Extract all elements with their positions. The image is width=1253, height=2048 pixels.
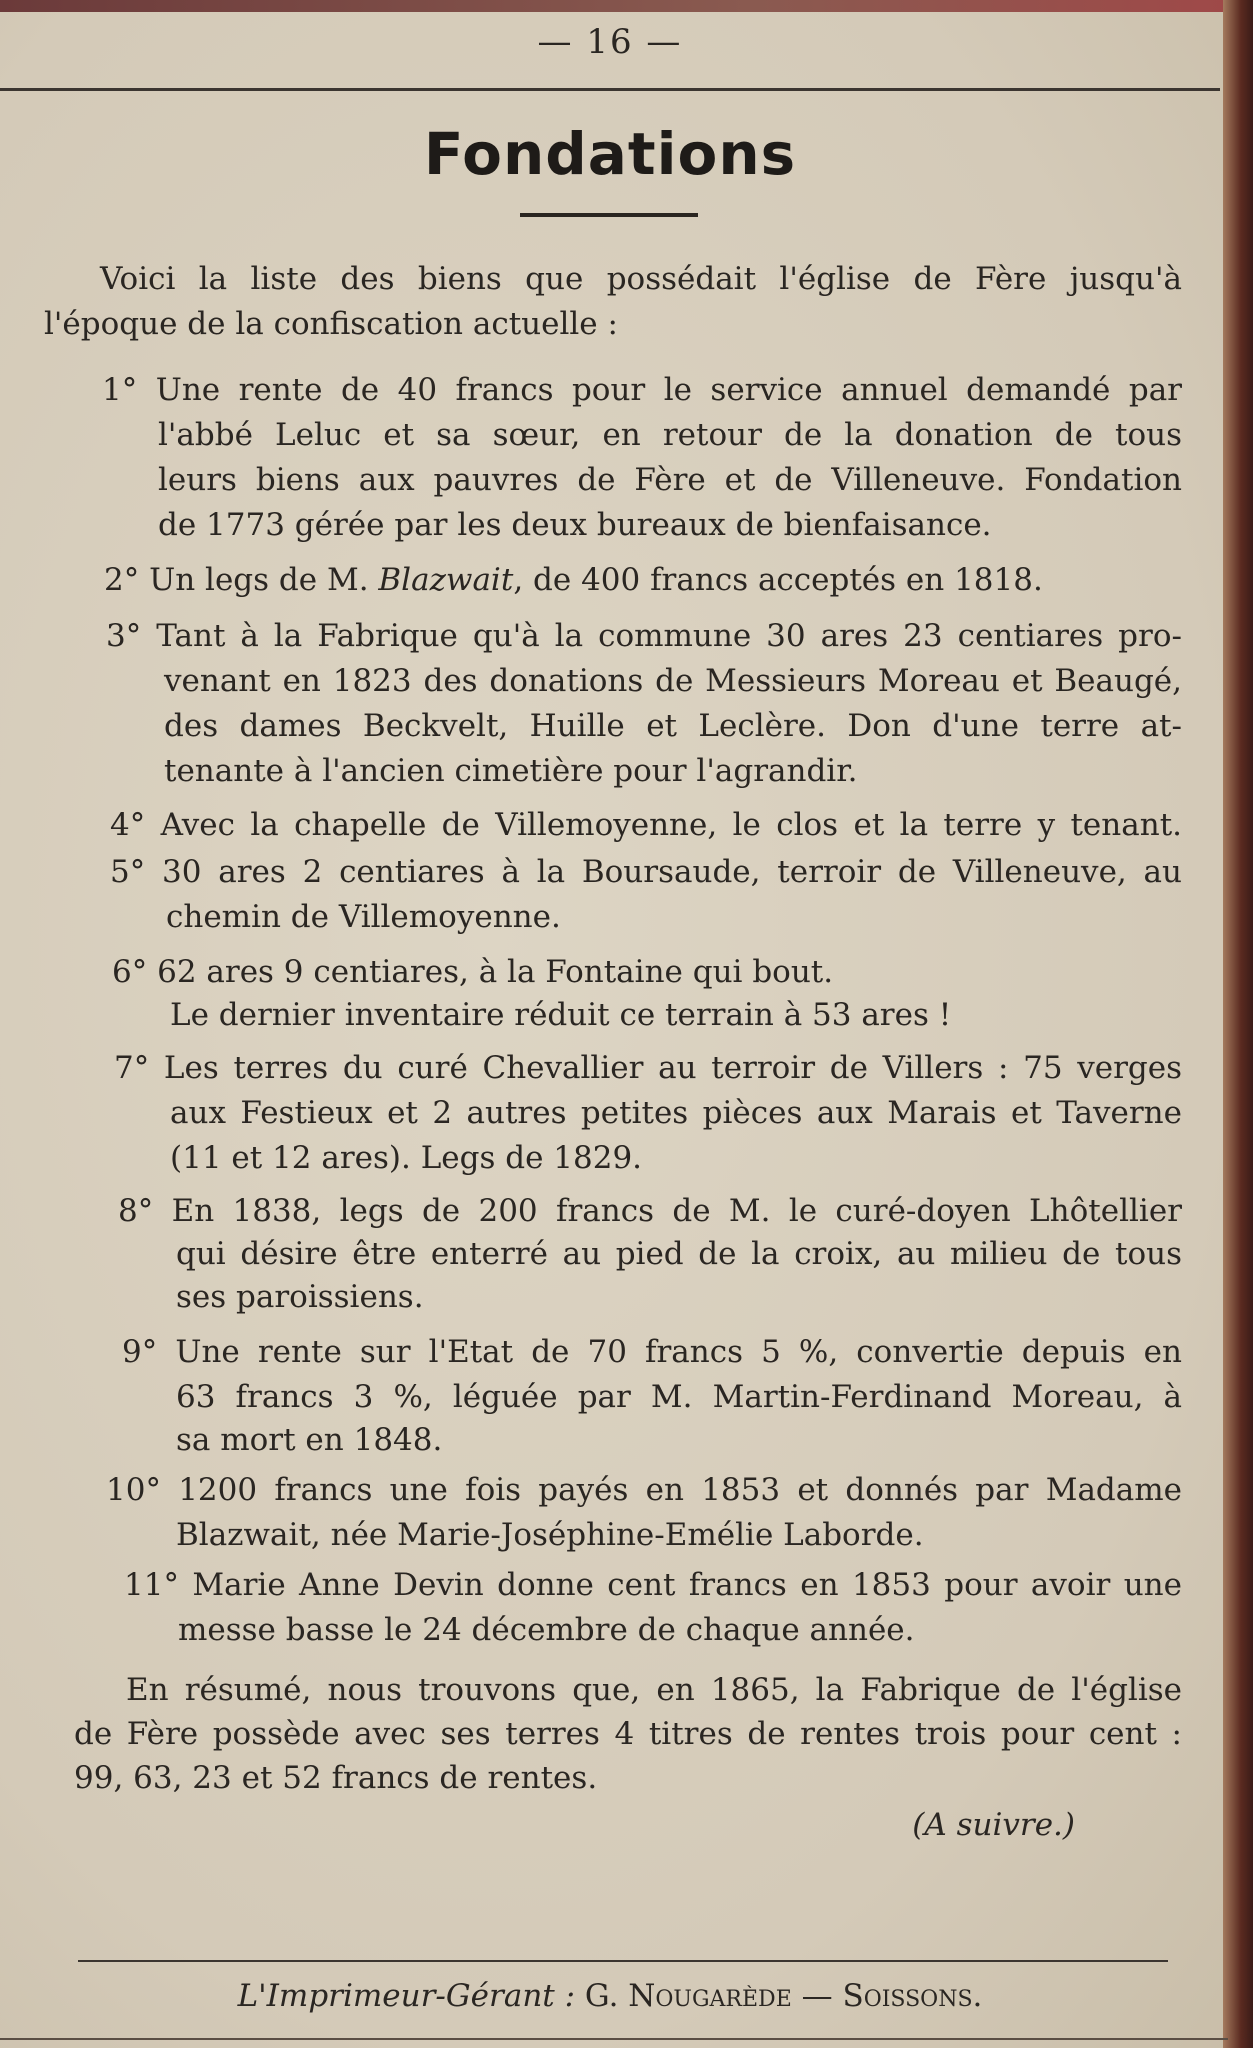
footer-role: L'Imprimeur-Gérant : <box>237 1978 576 2014</box>
intro-line-2: l'époque de la confiscation actuelle : <box>44 306 618 342</box>
a-suivre: (A suivre.) <box>912 1807 1075 1843</box>
item-8-line-2: qui désire être enterré au pied de la croix, au milieu de tous <box>176 1236 1182 1272</box>
item-number: 4° <box>110 807 146 843</box>
footer-rule <box>78 1960 1168 1962</box>
item-5-line-2: chemin de Villemoyenne. <box>166 899 561 935</box>
summary-line-1: En résumé, nous trouvons que, en 1865, la Fabrique de l'église <box>126 1672 1182 1708</box>
item-number: 7° <box>114 1050 150 1086</box>
imprint-footer <box>0 1978 1220 2014</box>
intro-line-1: Voici la liste des biens que possédait l'église de Fère jusqu'à <box>100 261 1182 297</box>
item-7-line-3: (11 et 12 ares). Legs de 1829. <box>170 1140 643 1176</box>
item-1-line-3: leurs biens aux pauvres de Fère et de Villeneuve. Fondation <box>158 462 1182 498</box>
item-1-line-1: 1° Une rente de 40 francs pour le service annuel demandé par <box>102 368 1182 413</box>
item-10-line-1: 10° 1200 francs une fois payés en 1853 et donnés par Madame <box>106 1468 1182 1513</box>
book-edge <box>1223 0 1253 2048</box>
item-3-line-1: 3° Tant à la Fabrique qu'à la commune 30 ares 23 centiares pro- <box>106 614 1182 659</box>
item-3-line-4: tenante à l'ancien cimetière pour l'agrandir. <box>164 753 858 789</box>
item-7-line-1: 7° Les terres du curé Chevallier au terroir de Villers : 75 verges <box>114 1046 1182 1091</box>
item-8-line-1: 8° En 1838, legs de 200 francs de M. le curé-doyen Lhôtellier <box>118 1189 1182 1234</box>
item-number: 8° <box>118 1193 154 1229</box>
item-number: 1° <box>102 372 138 408</box>
item-8-line-3: ses paroissiens. <box>176 1279 424 1315</box>
item-number: 2° <box>104 562 140 598</box>
item-9-line-1: 9° Une rente sur l'Etat de 70 francs 5 %, convertie depuis en <box>122 1330 1182 1375</box>
item-3-line-2: venant en 1823 des donations de Messieurs Moreau et Beaugé, <box>164 663 1182 699</box>
item-10-line-2: Blazwait, née Marie-Joséphine-Emélie Laborde. <box>176 1517 924 1553</box>
summary-line-3: 99, 63, 23 et 52 francs de rentes. <box>74 1760 598 1796</box>
item-11-line-2: messe basse le 24 décembre de chaque année. <box>178 1612 915 1648</box>
item-3-line-3: des dames Beckvelt, Huille et Leclère. Don d'une terre at- <box>164 708 1182 744</box>
item-4-line-1: 4° Avec la chapelle de Villemoyenne, le clos et la terre y tenant. <box>110 803 1182 848</box>
page-number: — 16 — <box>537 22 683 62</box>
item-number: 9° <box>122 1334 158 1370</box>
summary-line-2: de Fère possède avec ses terres 4 titres de rentes trois pour cent : <box>74 1716 1182 1752</box>
item-11-line-1: 11° Marie Anne Devin donne cent francs en 1853 pour avoir une <box>124 1563 1182 1608</box>
item-6-line-2: Le dernier inventaire réduit ce terrain à 53 ares ! <box>170 997 952 1033</box>
item-number: 5° <box>110 854 146 890</box>
item-9-line-3: sa mort en 1848. <box>176 1422 443 1458</box>
item-9-line-2: 63 francs 3 %, léguée par M. Martin-Ferdinand Moreau, à <box>176 1379 1182 1415</box>
item-1-line-2: l'abbé Leluc et sa sœur, en retour de la donation de tous <box>158 417 1182 453</box>
title-underline <box>520 213 698 217</box>
item-5-line-1: 5° 30 ares 2 centiares à la Boursaude, terroir de Villeneuve, au <box>110 850 1182 895</box>
bottom-rule <box>0 2038 1228 2040</box>
page-title: Fondations <box>423 120 797 188</box>
footer-printer: G. Nougarède — Soissons. <box>584 1978 983 2014</box>
item-number: 10° <box>106 1472 161 1508</box>
item-number: 6° <box>112 954 148 990</box>
item-2-line-1: 2° Un legs de M. Blazwait, de 400 francs acceptés en 1818. <box>104 558 1182 603</box>
item-number: 3° <box>106 618 142 654</box>
name-blazwait: Blazwait <box>378 562 514 598</box>
item-6-line-1: 6° 62 ares 9 centiares, à la Fontaine qui bout. <box>112 950 1182 995</box>
header-rule <box>0 88 1220 91</box>
item-7-line-2: aux Festieux et 2 autres petites pièces aux Marais et Taverne <box>170 1095 1182 1131</box>
item-number: 11° <box>124 1567 179 1603</box>
item-1-line-4: de 1773 gérée par les deux bureaux de bienfaisance. <box>158 507 992 543</box>
